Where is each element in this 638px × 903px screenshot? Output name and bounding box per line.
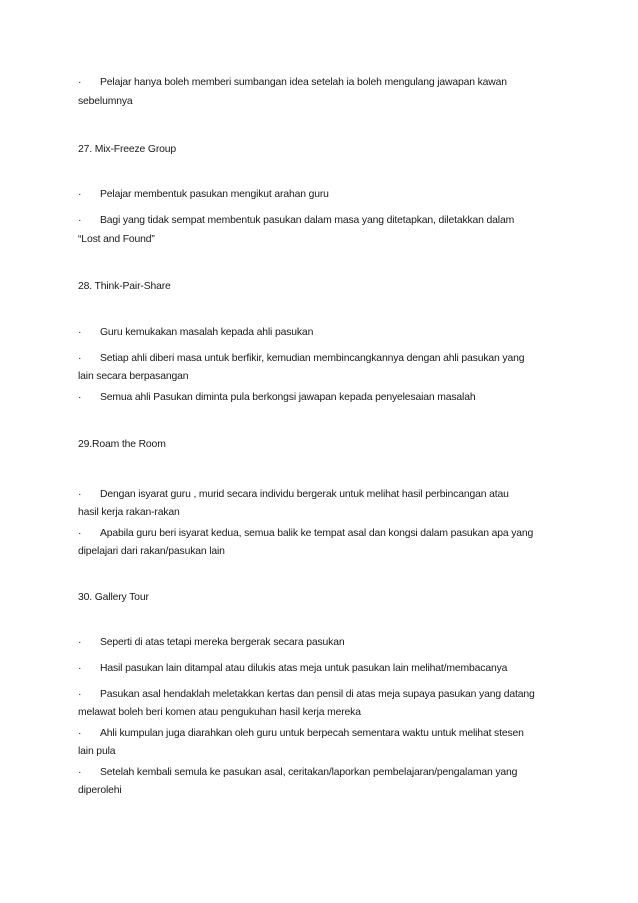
bullet-line	[78, 486, 568, 503]
line-text: Pelajar membentuk pasukan mengikut arahan guru	[100, 189, 329, 200]
bullet-line	[78, 350, 568, 367]
line-text: Apabila guru beri isyarat kedua, semua balik ke tempat asal dan kongsi dalam pasukan apa yang	[100, 528, 534, 539]
bullet-symbol: ·	[78, 392, 82, 403]
line-text: Pelajar hanya boleh memberi sumbangan idea setelah ia boleh mengulang jawapan kawan	[100, 77, 507, 88]
bullet-symbol: ·	[78, 663, 82, 674]
line-text: Setelah kembali semula ke pasukan asal, ceritakan/laporkan pembelajaran/pengalaman yang	[100, 767, 518, 778]
bullet-line	[78, 634, 568, 651]
bullet-line	[78, 74, 568, 91]
section-heading: 28. Think-Pair-Share	[78, 281, 171, 292]
line-text: melawat boleh beri komen atau pengukuhan hasil kerja mereka	[78, 707, 361, 718]
line-text: dipelajari dari rakan/pasukan lain	[78, 546, 225, 557]
bullet-line	[78, 389, 568, 406]
continuation-line	[78, 704, 568, 721]
bullet-symbol: ·	[78, 327, 82, 338]
line-text: sebelumnya	[78, 96, 133, 107]
bullet-symbol: ·	[78, 637, 82, 648]
line-text: Ahli kumpulan juga diarahkan oleh guru untuk berpecah sementara waktu untuk melihat stesen	[100, 728, 524, 739]
bullet-line	[78, 525, 568, 542]
bullet-symbol: ·	[78, 489, 82, 500]
bullet-line	[78, 686, 568, 703]
line-text: Seperti di atas tetapi mereka bergerak secara pasukan	[100, 637, 345, 648]
continuation-line	[78, 743, 568, 760]
bullet-line	[78, 660, 568, 677]
line-text: “Lost and Found”	[78, 234, 155, 245]
line-text: hasil kerja rakan-rakan	[78, 507, 180, 518]
bullet-symbol: ·	[78, 215, 82, 226]
line-text: diperolehi	[78, 785, 122, 796]
bullet-symbol: ·	[78, 528, 82, 539]
continuation-line	[78, 231, 568, 248]
bullet-line	[78, 725, 568, 742]
line-text: Hasil pasukan lain ditampal atau dilukis atas meja untuk pasukan lain melihat/membacanya	[100, 663, 508, 674]
section-heading: 30. Gallery Tour	[78, 592, 149, 603]
continuation-line	[78, 504, 568, 521]
line-text: lain pula	[78, 746, 116, 757]
bullet-symbol: ·	[78, 767, 82, 778]
continuation-line	[78, 93, 568, 110]
bullet-symbol: ·	[78, 189, 82, 200]
bullet-symbol: ·	[78, 77, 82, 88]
section-heading: 27. Mix-Freeze Group	[78, 144, 177, 155]
line-text: Pasukan asal hendaklah meletakkan kertas dan pensil di atas meja supaya pasukan yang datang	[100, 689, 535, 700]
bullet-line	[78, 764, 568, 781]
bullet-line	[78, 212, 568, 229]
continuation-line	[78, 368, 568, 385]
line-text: Semua ahli Pasukan diminta pula berkongsi jawapan kepada penyelesaian masalah	[100, 392, 476, 403]
line-text: Bagi yang tidak sempat membentuk pasukan dalam masa yang ditetapkan, diletakkan dalam	[100, 215, 515, 226]
bullet-symbol: ·	[78, 353, 82, 364]
bullet-line	[78, 324, 568, 341]
bullet-symbol: ·	[78, 689, 82, 700]
bullet-symbol: ·	[78, 728, 82, 739]
line-text: Guru kemukakan masalah kepada ahli pasukan	[100, 327, 314, 338]
bullet-line	[78, 186, 568, 203]
continuation-line	[78, 543, 568, 560]
line-text: Dengan isyarat guru , murid secara individu bergerak untuk melihat hasil perbincangan atau	[100, 489, 509, 500]
section-heading: 29.Roam the Room	[78, 439, 166, 450]
line-text: Setiap ahli diberi masa untuk berfikir, kemudian membincangkannya dengan ahli pasukan yang	[100, 353, 525, 364]
continuation-line	[78, 782, 568, 799]
line-text: lain secara berpasangan	[78, 371, 189, 382]
